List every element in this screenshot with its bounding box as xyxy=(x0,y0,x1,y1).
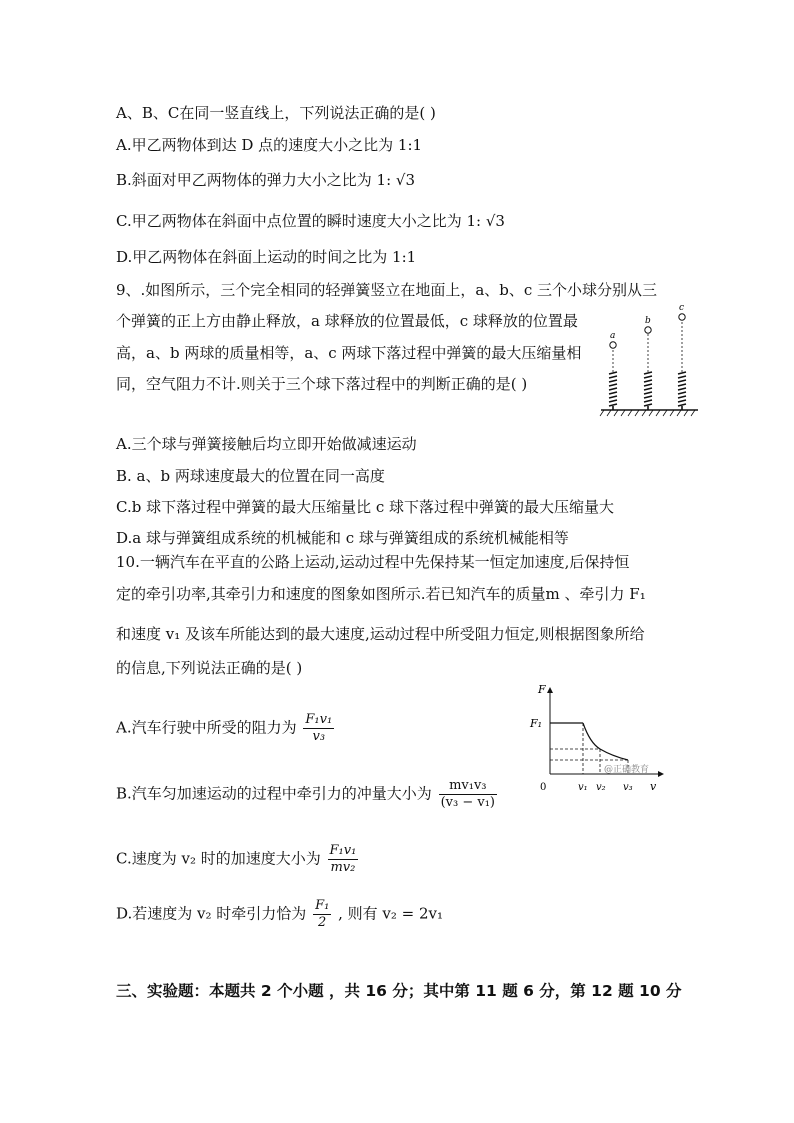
q10-option-c-denominator: mv₂ xyxy=(330,860,356,875)
q10-option-a-numerator: F₁v₁ xyxy=(305,712,333,727)
q10-option-c-fraction xyxy=(328,843,359,876)
constant-power-curve xyxy=(583,723,628,760)
q10-option-c xyxy=(116,843,360,876)
q10-option-d-text: D.若速度为 v₂ 时牵引力恰为 xyxy=(116,904,307,923)
q8-option-a: A.甲乙两物体到达 D 点的速度大小之比为 1:1 xyxy=(116,136,423,154)
q10-line-1: 10.一辆汽车在平直的公路上运动,运动过程中先保持某一恒定加速度,后保持恒 xyxy=(116,553,630,571)
q10-option-b-numerator: mv₁v₃ xyxy=(439,778,497,795)
q10-option-b xyxy=(116,778,499,811)
ball-c xyxy=(679,314,685,320)
q10-option-d-fraction xyxy=(313,898,331,931)
y-axis-label: F xyxy=(538,683,546,696)
spring-a xyxy=(609,372,617,410)
q9-line-3: 高，a、b 两球的质量相等，a、c 两球下落过程中弹簧的最大压缩量相 xyxy=(116,344,582,362)
x-tick-v1: v₁ xyxy=(578,782,588,793)
q8-option-b: B.斜面对甲乙两物体的弹力大小之比为 1: √3 xyxy=(116,171,416,189)
q10-option-d-tail: , 则有 v₂ = 2v₁ xyxy=(338,904,444,923)
q10-line-3: 和速度 v₁ 及该车所能达到的最大速度,运动过程中所受阻力恒定,则根据图象所给 xyxy=(116,625,645,643)
q9-option-b: B. a、b 两球速度最大的位置在同一高度 xyxy=(116,467,385,485)
q9-line-2: 个弹簧的正上方由静止释放，a 球释放的位置最低，c 球释放的位置最 xyxy=(116,312,578,330)
q9-option-a: A.三个球与弹簧接触后均立即开始做减速运动 xyxy=(116,435,417,453)
x-axis-label: v xyxy=(650,780,657,793)
ball-label-c: c xyxy=(679,303,685,313)
q8-option-c: C.甲乙两物体在斜面中点位置的瞬时速度大小之比为 1: √3 xyxy=(116,212,505,230)
q10-option-a-text: A.汽车行驶中所受的阻力为 xyxy=(116,718,297,737)
q10-option-a xyxy=(116,712,336,745)
q10-option-c-text: C.速度为 v₂ 时的加速度大小为 xyxy=(116,849,321,868)
spring-c xyxy=(678,372,686,410)
q9-line-4: 同，空气阻力不计.则关于三个球下落过程中的判断正确的是( ) xyxy=(116,375,528,393)
ball-a xyxy=(610,342,616,348)
q10-line-2: 定的牵引功率,其牵引力和速度的图象如图所示.若已知汽车的质量m 、牵引力 F₁ xyxy=(116,585,646,603)
q10-option-b-denominator: (v₃ − v₁) xyxy=(440,795,495,810)
q8-stem: A、B、C在同一竖直线上，下列说法正确的是( ) xyxy=(116,104,436,122)
q10-line-4: 的信息,下列说法正确的是( ) xyxy=(116,659,303,677)
q10-option-b-fraction xyxy=(439,778,497,811)
x-tick-v3: v₃ xyxy=(623,782,633,793)
q10-option-a-fraction xyxy=(303,712,334,745)
q10-option-a-denominator: v₃ xyxy=(312,729,326,744)
q10-option-d xyxy=(116,898,443,931)
ball-b xyxy=(645,327,651,333)
spring-b xyxy=(644,372,652,410)
q8-option-d: D.甲乙两物体在斜面上运动的时间之比为 1:1 xyxy=(116,248,417,266)
q10-option-d-denominator: 2 xyxy=(318,915,327,930)
q9-option-c: C.b 球下落过程中弹簧的最大压缩量比 c 球下落过程中弹簧的最大压缩量大 xyxy=(116,498,615,516)
y-tick-f1: F₁ xyxy=(530,717,543,730)
ball-label-a: a xyxy=(610,331,616,341)
q9-line-1: 9、.如图所示，三个完全相同的轻弹簧竖立在地面上，a、b、c 三个小球分别从三 xyxy=(116,281,658,299)
origin-label: 0 xyxy=(540,782,547,793)
q9-option-d: D.a 球与弹簧组成系统的机械能和 c 球与弹簧组成的系统机械能相等 xyxy=(116,529,569,547)
ball-label-b: b xyxy=(645,316,651,326)
watermark: @正确教育 xyxy=(604,765,650,775)
force-velocity-graph xyxy=(528,680,668,795)
x-tick-v2: v₂ xyxy=(596,782,606,793)
q10-option-c-numerator: F₁v₁ xyxy=(329,843,357,858)
spring-figure xyxy=(596,300,701,420)
q10-option-b-text: B.汽车匀加速运动的过程中牵引力的冲量大小为 xyxy=(116,784,432,803)
q10-option-d-numerator: F₁ xyxy=(315,898,330,913)
section-3-heading: 三、实验题：本题共 2 个小题 ，共 16 分；其中第 11 题 6 分，第 12 题 10 分 xyxy=(116,982,682,1000)
